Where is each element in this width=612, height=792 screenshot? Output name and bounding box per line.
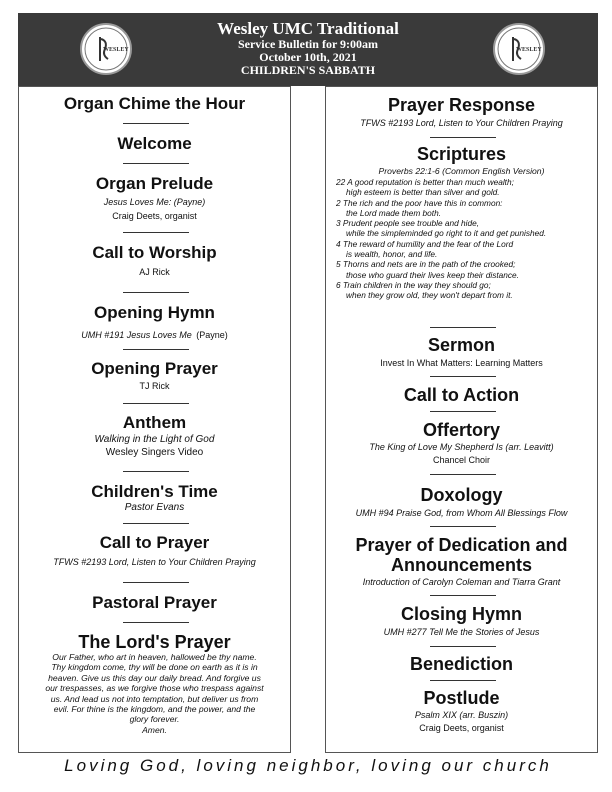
divider — [123, 349, 189, 350]
section-title: Prayer of Dedication and — [355, 535, 568, 555]
hymn-line — [19, 325, 290, 343]
opening-hymn-section — [19, 303, 290, 343]
section-title: Closing Hymn — [400, 604, 522, 624]
section-title: Opening Hymn — [94, 303, 215, 322]
section-title: Doxology — [420, 485, 503, 505]
sermon-subtitle: Invest In What Matters: Learning Matters — [380, 358, 543, 368]
prayer-line: Thy kingdom come, thy will be done on earth as it is in — [51, 662, 258, 673]
hymn-ref: UMH #94 Praise God, from Whom All Blessings Flow — [355, 508, 568, 518]
performer: Craig Deets, organist — [112, 211, 197, 221]
scripture-line: those who guard their lives keep their distance. — [346, 269, 519, 280]
scripture-line: when they grow old, they won't depart from it. — [346, 290, 513, 301]
divider — [430, 646, 496, 647]
divider — [123, 232, 189, 233]
scripture-line: 3 Prudent people see trouble and hide, — [336, 218, 479, 229]
left-column — [18, 86, 291, 753]
performer: Craig Deets, organist — [419, 723, 504, 733]
section-title: Call to Action — [403, 385, 520, 405]
performer: Chancel Choir — [432, 455, 491, 465]
section-title-continued: Announcements — [390, 555, 532, 575]
welcome-section — [19, 134, 290, 154]
sermon-section — [326, 335, 597, 369]
divider — [123, 523, 189, 524]
piece-title: Psalm XIX (arr. Buszin) — [414, 710, 509, 720]
scripture-text — [326, 177, 597, 301]
hymn-ref: UMH #191 Jesus Loves Me — [81, 330, 192, 340]
benediction-section — [326, 654, 597, 674]
call-to-worship-section — [19, 243, 290, 278]
leader: TJ Rick — [139, 381, 170, 391]
section-title: Organ Prelude — [95, 174, 214, 193]
prayer-response-section — [326, 95, 597, 129]
section-title: Benediction — [409, 654, 513, 674]
hymn-composer: (Payne) — [196, 330, 228, 340]
divider — [123, 163, 189, 164]
divider — [123, 582, 189, 583]
section-title: Postlude — [423, 688, 500, 708]
divider — [430, 595, 496, 596]
section-title: Sermon — [427, 335, 496, 355]
doxology-section — [326, 485, 597, 519]
footer-motto: Loving God, loving neighbor, loving our church — [64, 756, 552, 775]
divider — [430, 327, 496, 328]
church-logo-left — [80, 23, 132, 75]
service-subtitle: Service Bulletin for 9:00am — [237, 37, 379, 51]
section-title: The Lord's Prayer — [78, 632, 231, 652]
call-to-prayer-section — [19, 533, 290, 568]
opening-prayer-section — [19, 359, 290, 392]
prayer-text — [19, 652, 290, 735]
leader: AJ Rick — [139, 267, 170, 277]
childrens-time-section — [19, 482, 290, 514]
divider — [123, 471, 189, 472]
section-title: Children's Time — [91, 482, 218, 501]
scripture-line: high esteem is better than silver and gold. — [346, 187, 500, 198]
right-column — [325, 86, 598, 753]
prayer-line: heaven. Give us this day our daily bread. And forgive us — [48, 672, 261, 683]
section-title: Offertory — [422, 420, 500, 440]
logo-text: WESLEY — [103, 47, 129, 53]
call-to-action-section — [326, 385, 597, 405]
divider — [123, 292, 189, 293]
church-name: Wesley UMC Traditional — [217, 19, 399, 38]
prayer-line: glory forever. — [129, 714, 180, 725]
prayer-line: evil. For thine is the kingdom, and the power, and the — [53, 704, 256, 715]
pastoral-prayer-section — [19, 593, 290, 613]
prayer-line: Amen. — [142, 724, 167, 735]
divider — [123, 622, 189, 623]
piece-title: Walking in the Light of God — [94, 434, 215, 445]
dedication-section — [326, 535, 597, 588]
service-date: October 10th, 2021 — [259, 50, 357, 64]
postlude-section — [326, 688, 597, 734]
anthem-section — [19, 413, 290, 459]
divider — [123, 123, 189, 124]
scripture-line: the Lord made them both. — [346, 207, 442, 218]
leader: Pastor Evans — [124, 502, 185, 513]
prayer-line: us. And lead us not into temptation, but deliver us from — [50, 693, 259, 704]
scripture-line: while the simpleminded go right to it and get punished. — [346, 228, 547, 239]
offertory-section — [326, 420, 597, 466]
section-title: Call to Worship — [92, 243, 217, 262]
section-title: Organ Chime the Hour — [63, 94, 246, 113]
scripture-line: 5 Thorns and nets are in the path of the crooked; — [336, 259, 516, 270]
divider — [430, 526, 496, 527]
hymn-ref: TFWS #2193 Lord, Listen to Your Children Praying — [53, 557, 256, 567]
scripture-line: 2 The rich and the poor have this in common: — [336, 197, 503, 208]
divider — [430, 680, 496, 681]
piece-title: The King of Love My Shepherd Is (arr. Leavitt) — [369, 442, 554, 452]
scripture-line: 4 The reward of humility and the fear of the Lord — [336, 238, 514, 249]
divider — [430, 137, 496, 138]
scripture-line: 6 Train children in the way they should go; — [336, 279, 491, 290]
section-title: Opening Prayer — [91, 359, 218, 378]
bulletin-header — [18, 13, 598, 86]
hymn-ref: TFWS #2193 Lord, Listen to Your Children Praying — [360, 118, 563, 128]
prayer-line: our trespasses, as we forgive those who trespass against — [45, 683, 264, 694]
closing-hymn-section — [326, 604, 597, 638]
scripture-ref: Proverbs 22:1-6 (Common English Version) — [378, 166, 545, 176]
section-title: Anthem — [122, 413, 187, 432]
divider — [430, 376, 496, 377]
section-title: Pastoral Prayer — [92, 593, 217, 612]
section-title: Prayer Response — [387, 95, 536, 115]
scripture-line: 22 A good reputation is better than much wealth; — [336, 177, 514, 187]
piece-title: Jesus Loves Me: (Payne) — [103, 197, 206, 207]
organ-chime-section — [19, 94, 290, 114]
service-theme: CHILDREN'S SABBATH — [240, 63, 376, 77]
church-logo-right — [493, 23, 545, 75]
scriptures-section — [326, 144, 597, 301]
hymn-ref: UMH #277 Tell Me the Stories of Jesus — [383, 627, 540, 637]
performer: Wesley Singers Video — [105, 447, 204, 458]
section-title: Welcome — [117, 134, 192, 153]
divider — [430, 411, 496, 412]
divider — [123, 403, 189, 404]
scripture-line: is wealth, honor, and life. — [346, 249, 438, 260]
divider — [430, 474, 496, 475]
section-title: Call to Prayer — [99, 533, 210, 552]
prayer-line: Our Father, who art in heaven, hallowed be thy name. — [52, 652, 257, 662]
lords-prayer-section — [19, 632, 290, 735]
dedication-subtitle: Introduction of Carolyn Coleman and Tiarra Grant — [362, 577, 561, 587]
logo-text: WESLEY — [516, 47, 542, 53]
section-title: Scriptures — [416, 144, 507, 164]
prelude-section — [19, 174, 290, 222]
